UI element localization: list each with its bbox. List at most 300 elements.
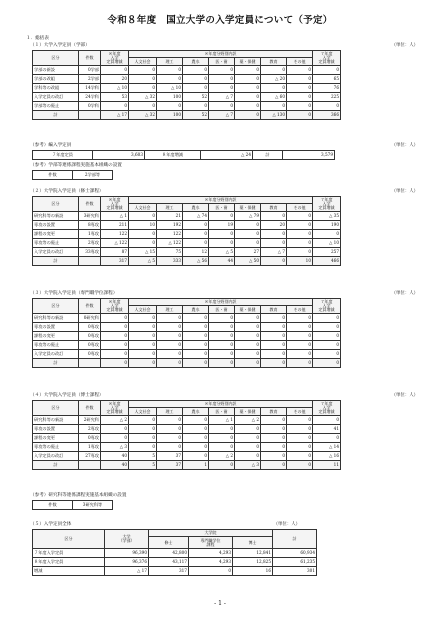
header-field: 理工	[157, 204, 183, 212]
row-value: 0	[209, 84, 235, 93]
header-field: 人文社会	[129, 306, 157, 314]
header-count: 件数	[79, 299, 101, 314]
row-value: 12	[183, 248, 209, 257]
table-row	[33, 461, 341, 470]
table-row	[33, 416, 341, 425]
header-field: その他	[287, 408, 313, 416]
row-value: 60,934	[273, 549, 317, 558]
row-value: △ 2	[235, 416, 261, 425]
row-value: 42,800	[149, 549, 189, 558]
row-value: 41	[313, 425, 341, 434]
row-value: 0	[129, 84, 157, 93]
row-label: 入学定員の改訂	[33, 248, 79, 257]
table-ref-grad-link	[32, 500, 113, 510]
row-value: 0	[183, 434, 209, 443]
row-value: 0	[287, 314, 313, 323]
row-value: 100	[157, 111, 183, 120]
row-value: 0	[183, 314, 209, 323]
row-count: 0学科	[79, 102, 101, 111]
row-value: 0	[261, 314, 287, 323]
row-value: 0	[261, 332, 287, 341]
header-field: 農水	[183, 204, 209, 212]
row-value: △ 14	[313, 443, 341, 452]
header-total: 計	[273, 530, 317, 549]
table-row	[33, 350, 341, 359]
header-field: 農水	[183, 306, 209, 314]
table-professional-capacity	[32, 298, 341, 368]
header-field: その他	[287, 58, 313, 66]
row-value: 0	[261, 359, 287, 368]
row-count: 0専攻	[79, 350, 101, 359]
header-count: 件数	[79, 401, 101, 416]
header-field: 人文社会	[129, 408, 157, 416]
header-undergrad: 大学 （学部）	[105, 530, 149, 549]
row-value: 0	[261, 461, 287, 470]
row-value: 0	[235, 425, 261, 434]
row-value: 0	[261, 434, 287, 443]
row-value: 1	[183, 461, 209, 470]
row-value: △ 1	[209, 416, 235, 425]
row-count: 14学科	[79, 84, 101, 93]
header-field: 医・歯	[209, 58, 235, 66]
row-value: 301	[273, 567, 317, 576]
row-count	[79, 359, 101, 368]
row-value: 0	[287, 93, 313, 102]
row-label: 計	[33, 359, 79, 368]
header-kubun: 区分	[33, 530, 105, 549]
row-value: 0	[209, 341, 235, 350]
header-field-breakdown: ８年度分野別内訳	[129, 401, 313, 408]
row-value: 190	[313, 221, 341, 230]
ref2-caption: （参考）学部等連係課程実施基本組織の設置	[30, 163, 122, 168]
header-field: 医・歯	[209, 408, 235, 416]
ref1-cell: 計	[253, 151, 283, 160]
table-row	[33, 567, 317, 576]
row-count: 3研究科	[79, 212, 101, 221]
row-value: 0	[209, 434, 235, 443]
header-field-breakdown: ８年度分野別内訳	[129, 197, 313, 204]
table-row	[33, 323, 341, 332]
row-value: 0	[313, 66, 341, 75]
row-value: 0	[101, 66, 129, 75]
row-value: 96,390	[105, 549, 149, 558]
row-label: 研究科等の新設	[33, 212, 79, 221]
row-value: 0	[129, 102, 157, 111]
row-value: 317	[149, 567, 189, 576]
row-value: 0	[101, 332, 129, 341]
row-value: 0	[261, 102, 287, 111]
row-value: △ 74	[183, 212, 209, 221]
header-count: 件数	[79, 197, 101, 212]
table-undergrad-capacity	[32, 50, 341, 120]
row-value: 0	[209, 75, 235, 84]
row-value: △ 10	[157, 84, 183, 93]
row-count	[79, 461, 101, 470]
row-value: △ 10	[313, 239, 341, 248]
row-count: 33専攻	[79, 248, 101, 257]
row-value: 43,117	[149, 558, 189, 567]
header-field: 教育	[261, 408, 287, 416]
row-label: 計	[33, 461, 79, 470]
row-value: 0	[209, 461, 235, 470]
header-masters: 修士	[149, 537, 189, 549]
ref1-caption: （参考）編入学定員	[30, 143, 72, 148]
row-value: 0	[209, 350, 235, 359]
row-value: 0	[235, 93, 261, 102]
row-value: 0	[235, 332, 261, 341]
row-value: 257	[313, 248, 341, 257]
row-value: 192	[157, 221, 183, 230]
row-value: 0	[235, 75, 261, 84]
row-value: △ 7	[209, 93, 235, 102]
header-kubun: 区分	[33, 51, 79, 66]
row-value: 0	[287, 102, 313, 111]
row-value: 0	[235, 452, 261, 461]
header-capacity-change: ８年度 入学 定員増減	[101, 401, 129, 416]
header-field: その他	[287, 306, 313, 314]
row-value: 0	[101, 425, 129, 434]
header-prev-year-change: ７年度 入学 定員増減	[313, 299, 341, 314]
row-value: △ 3	[235, 461, 261, 470]
row-value: 0	[129, 230, 157, 239]
table2-caption: （２）大学院入学定員（修士課程）	[30, 189, 104, 194]
row-value: 0	[157, 359, 183, 368]
row-value: 0	[313, 350, 341, 359]
ref2-cell: 件数	[33, 171, 73, 180]
row-value: △ 122	[101, 239, 129, 248]
row-label: 課程の変更	[33, 434, 79, 443]
row-value: 0	[209, 102, 235, 111]
row-value: 0	[157, 66, 183, 75]
table-row	[33, 314, 341, 323]
row-value: 0	[313, 230, 341, 239]
row-value: 0	[287, 461, 313, 470]
row-value: 0	[183, 443, 209, 452]
row-value: 0	[183, 230, 209, 239]
row-value: 0	[235, 350, 261, 359]
row-value: 0	[183, 221, 209, 230]
header-capacity-change: ８年度 入学 定員増減	[101, 299, 129, 314]
row-value: 0	[261, 66, 287, 75]
table-row	[33, 239, 341, 248]
row-value: 27	[235, 248, 261, 257]
row-count: 0専攻	[79, 332, 101, 341]
table1-unit: （単位：人）	[391, 43, 418, 48]
row-value: 10	[129, 221, 157, 230]
table-row	[33, 452, 341, 461]
row-count: 1専攻	[79, 230, 101, 239]
table5-unit: （単位：人）	[273, 522, 300, 527]
row-value: 0	[157, 425, 183, 434]
table-total-capacity	[32, 529, 317, 576]
row-value: 0	[157, 332, 183, 341]
table-row	[33, 66, 341, 75]
row-value: 12,825	[233, 558, 273, 567]
ref3-caption: （参考）研究科等連係課程実施基本組織の設置	[30, 493, 127, 498]
row-label: 専攻の設置	[33, 323, 79, 332]
row-count: 2学部	[79, 75, 101, 84]
row-value: 0	[183, 75, 209, 84]
row-value: 0	[157, 323, 183, 332]
row-count: 2専攻	[79, 425, 101, 434]
row-value: △ 2	[209, 452, 235, 461]
section-heading: １．総括表	[26, 36, 49, 41]
row-value: △ 56	[183, 257, 209, 266]
row-value: 0	[261, 257, 287, 266]
table-row	[33, 425, 341, 434]
row-label: 計	[33, 257, 79, 266]
header-field: 教育	[261, 58, 287, 66]
row-count	[79, 111, 101, 120]
row-value: 0	[235, 66, 261, 75]
row-value: 37	[157, 461, 183, 470]
row-value: 0	[129, 341, 157, 350]
row-value: 0	[261, 230, 287, 239]
row-value: 0	[235, 434, 261, 443]
ref1-unit: （単位：人）	[391, 143, 418, 148]
row-label: 研究科等の新設	[33, 314, 79, 323]
row-label: 課程の変更	[33, 332, 79, 341]
row-value: 0	[235, 230, 261, 239]
row-count: 0専攻	[79, 323, 101, 332]
row-value: 0	[183, 341, 209, 350]
row-value: △ 3	[101, 443, 129, 452]
table-row	[33, 332, 341, 341]
row-value: 0	[183, 350, 209, 359]
header-prev-year-change: ７年度 入学 定員増減	[313, 51, 341, 66]
table-row	[33, 230, 341, 239]
row-value: 0	[129, 314, 157, 323]
row-value: 0	[313, 102, 341, 111]
row-value: 225	[313, 93, 341, 102]
row-value: 4,293	[189, 549, 233, 558]
row-value: 65	[313, 75, 341, 84]
ref3-cell: 件数	[33, 501, 73, 510]
row-value: 76	[313, 84, 341, 93]
row-value: 0	[261, 452, 287, 461]
row-value: 0	[287, 443, 313, 452]
table-row	[33, 341, 341, 350]
row-value: 0	[313, 332, 341, 341]
row-value: △ 17	[101, 111, 129, 120]
row-value: 0	[287, 84, 313, 93]
row-value: △ 17	[105, 567, 149, 576]
row-value: 0	[209, 332, 235, 341]
row-value: 0	[101, 350, 129, 359]
row-value: △ 16	[313, 452, 341, 461]
row-value: 0	[235, 102, 261, 111]
row-value: 0	[287, 341, 313, 350]
row-value: 0	[129, 75, 157, 84]
row-value: 0	[129, 443, 157, 452]
row-value: △ 10	[101, 84, 129, 93]
row-value: 87	[101, 248, 129, 257]
row-count: 8専攻	[79, 221, 101, 230]
table-row	[33, 111, 341, 120]
row-count: 27専攻	[79, 452, 101, 461]
row-value: 0	[287, 350, 313, 359]
row-value: 0	[129, 239, 157, 248]
row-label: 学部等の廃止	[33, 102, 79, 111]
row-value: 0	[129, 425, 157, 434]
row-value: 0	[209, 230, 235, 239]
row-value: 0	[209, 66, 235, 75]
row-count	[79, 257, 101, 266]
header-doctoral: 博士	[233, 537, 273, 549]
row-value: 0	[235, 84, 261, 93]
row-value: 0	[313, 434, 341, 443]
row-value: 0	[101, 359, 129, 368]
row-value: 20	[261, 221, 287, 230]
row-value: 40	[101, 461, 129, 470]
row-value: 0	[287, 332, 313, 341]
row-value: 0	[183, 416, 209, 425]
row-label: 専攻等の廃止	[33, 239, 79, 248]
row-label: 研究科等の新設	[33, 416, 79, 425]
header-prev-year-change: ７年度 入学 定員増減	[313, 401, 341, 416]
table-row	[33, 221, 341, 230]
row-value: 0	[287, 248, 313, 257]
table-row	[33, 359, 341, 368]
row-value: 0	[209, 323, 235, 332]
row-value: 0	[129, 66, 157, 75]
row-value: 0	[313, 341, 341, 350]
row-label: 学部の改組	[33, 75, 79, 84]
ref1-cell: 3,603	[93, 151, 145, 160]
header-field: 教育	[261, 204, 287, 212]
table4-caption: （４）大学院入学定員（博士課程）	[30, 393, 104, 398]
row-value: 466	[313, 257, 341, 266]
table5-caption: （５）入学定員全体	[30, 522, 72, 527]
table-row	[33, 248, 341, 257]
table1-caption: （１）大学入学定員（学部）	[30, 43, 90, 48]
row-value: △ 1	[101, 212, 129, 221]
row-value: △ 7	[261, 248, 287, 257]
row-value: 0	[101, 323, 129, 332]
row-value: 0	[183, 332, 209, 341]
table-row	[33, 102, 341, 111]
page-number: - 1 -	[214, 600, 226, 607]
row-value: 0	[157, 434, 183, 443]
row-value: △ 15	[129, 248, 157, 257]
row-value: 0	[101, 434, 129, 443]
row-value: 122	[157, 230, 183, 239]
row-value: 0	[183, 323, 209, 332]
row-value: 0	[209, 425, 235, 434]
table2-unit: （単位：人）	[391, 189, 418, 194]
row-value: 5	[129, 452, 157, 461]
row-value: 0	[313, 314, 341, 323]
row-value: 10	[287, 257, 313, 266]
row-value: 0	[287, 425, 313, 434]
row-count: 0研究科	[79, 314, 101, 323]
row-value: 0	[183, 84, 209, 93]
row-value: 0	[129, 350, 157, 359]
row-value: 5	[129, 461, 157, 470]
table-row	[33, 212, 341, 221]
header-field: 理工	[157, 408, 183, 416]
header-field: 薬・保健	[235, 58, 261, 66]
row-label: 学科等の改組	[33, 84, 79, 93]
row-value: 122	[101, 230, 129, 239]
row-value: 53	[101, 93, 129, 102]
row-count: 2専攻	[79, 239, 101, 248]
row-value: 0	[183, 359, 209, 368]
row-value: 0	[209, 443, 235, 452]
row-value: 0	[183, 452, 209, 461]
row-value: 0	[287, 221, 313, 230]
row-label: 増減	[33, 567, 105, 576]
row-value: 0	[157, 314, 183, 323]
row-label: 専攻等の廃止	[33, 341, 79, 350]
row-count: 1専攻	[79, 443, 101, 452]
row-value: 0	[209, 314, 235, 323]
row-value: 0	[287, 75, 313, 84]
table3-caption: （３）大学院入学定員（専門職学位課程）	[30, 291, 118, 296]
row-value: 0	[157, 75, 183, 84]
row-value: 0	[261, 416, 287, 425]
row-value: 0	[235, 221, 261, 230]
ref1-cell: ８年度増減	[145, 151, 201, 160]
table-row	[33, 434, 341, 443]
header-field: 薬・保健	[235, 204, 261, 212]
row-value: 0	[261, 323, 287, 332]
row-value: 211	[101, 221, 129, 230]
table-row	[33, 558, 317, 567]
row-value: △ 32	[129, 93, 157, 102]
header-field-breakdown: ８年度分野別内訳	[129, 51, 313, 58]
row-value: △ 122	[157, 239, 183, 248]
row-value: 0	[183, 66, 209, 75]
row-value: 0	[287, 239, 313, 248]
row-value: 0	[235, 443, 261, 452]
row-value: 0	[287, 359, 313, 368]
row-value: 52	[183, 111, 209, 120]
row-value: 100	[157, 93, 183, 102]
row-value: △ 5	[209, 248, 235, 257]
row-value: 0	[261, 212, 287, 221]
header-field: 薬・保健	[235, 306, 261, 314]
row-value: 0	[183, 102, 209, 111]
header-field: その他	[287, 204, 313, 212]
row-value: 0	[261, 350, 287, 359]
row-count: 0専攻	[79, 341, 101, 350]
header-capacity-change: ８年度 入学 定員増減	[101, 197, 129, 212]
row-value: 20	[101, 75, 129, 84]
header-field: 教育	[261, 306, 287, 314]
row-count: 2研究科	[79, 416, 101, 425]
row-label: 課程の変更	[33, 230, 79, 239]
row-label: 専攻の設置	[33, 425, 79, 434]
header-kubun: 区分	[33, 197, 79, 212]
row-value: 0	[101, 314, 129, 323]
header-prev-year-change: ７年度 入学 定員増減	[313, 197, 341, 212]
ref1-cell: 3,579	[283, 151, 335, 160]
row-value: 333	[157, 257, 183, 266]
row-value: 0	[157, 350, 183, 359]
table-row	[33, 443, 341, 452]
row-value: 0	[287, 66, 313, 75]
header-kubun: 区分	[33, 299, 79, 314]
header-field: 薬・保健	[235, 408, 261, 416]
row-value: 0	[129, 416, 157, 425]
row-value: 0	[235, 323, 261, 332]
document-title: 令和８年度 国立大学の入学定員について（予定）	[107, 15, 333, 26]
row-value: △ 7	[209, 111, 235, 120]
row-value: 0	[129, 434, 157, 443]
table-transfer-capacity	[32, 150, 335, 160]
row-label: ８年度入学定員	[33, 558, 105, 567]
